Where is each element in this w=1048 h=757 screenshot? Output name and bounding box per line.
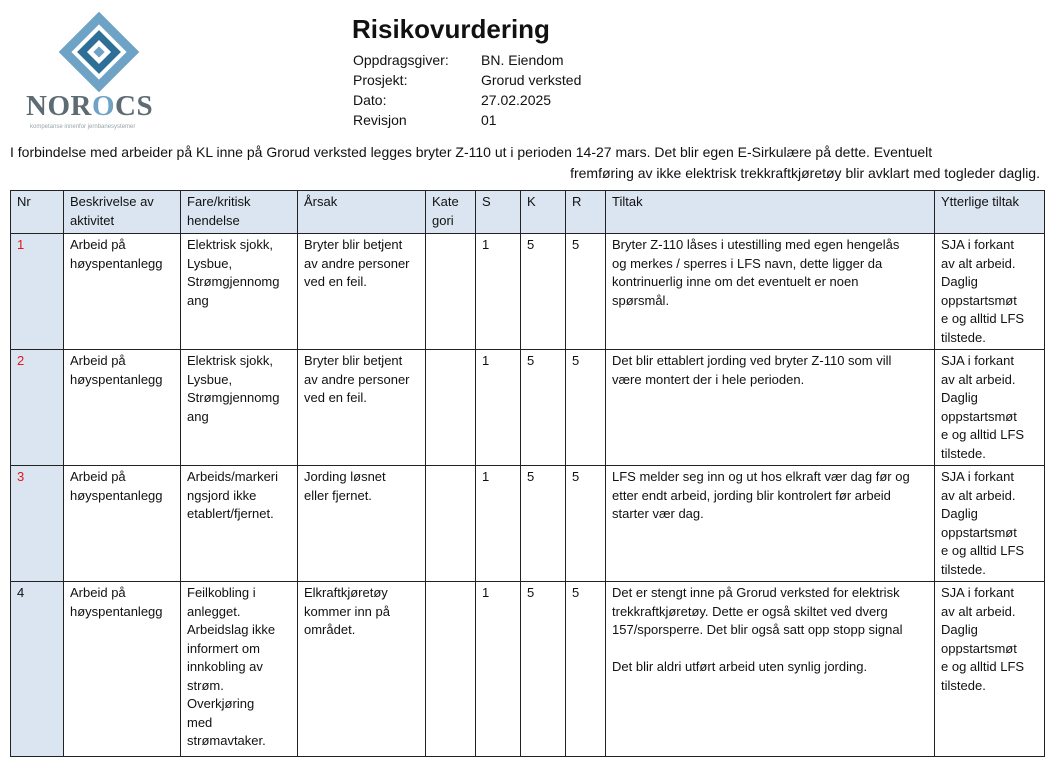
cell-nr: 2 [11,350,64,466]
cell-ytterlige: SJA i forkant av alt arbeid. Daglig oppstartsmøt e og alltid LFS tilstede. [935,466,1045,582]
header-beskrivelse: Beskrivelse av aktivitet [64,191,181,234]
header-r: R [566,191,606,234]
header-ytterlige: Ytterlige tiltak [935,191,1045,234]
cell-k: 5 [521,582,566,757]
cell-s: 1 [476,466,521,582]
diamond-logo-icon [54,12,144,92]
header-arsak: Årsak [298,191,426,234]
cell-kategori [426,466,476,582]
cell-k: 5 [521,466,566,582]
cell-beskrivelse: Arbeid på høyspentanlegg [64,350,181,466]
header-s: S [476,191,521,234]
intro-paragraph [10,142,1040,184]
document-title: Risikovurdering [352,14,550,44]
meta-value: BN. Eiendom [481,52,564,68]
header-fare: Fare/kritisk hendelse [181,191,298,234]
cell-fare: Feilkobling i anlegget. Arbeidslag ikke informert om innkobling av strøm. Overkjøring med strømavtaker. [181,582,298,757]
cell-beskrivelse: Arbeid på høyspentanlegg [64,234,181,350]
cell-ytterlige: SJA i forkant av alt arbeid. Daglig oppstartsmøt e og alltid LFS tilstede. [935,582,1045,757]
meta-label: Prosjekt: [353,72,408,88]
table-row [11,466,1045,582]
header-tiltak: Tiltak [606,191,935,234]
meta-row-oppdragsgiver [353,50,581,70]
logo-tagline: kompetanse innenfor jernbanesystemer [30,124,136,130]
cell-ytterlige: SJA i forkant av alt arbeid. Daglig oppstartsmøt e og alltid LFS tilstede. [935,350,1045,466]
cell-kategori [426,234,476,350]
cell-tiltak: LFS melder seg inn og ut hos elkraft vær dag før og etter endt arbeid, jording blir kontrolert før arbeid starter vær dag. [606,466,935,582]
meta-row-prosjekt [353,70,581,90]
meta-row-revisjon [353,110,581,130]
risk-table [10,190,1045,757]
header-kategori: Kate gori [426,191,476,234]
intro-line-2: fremføring av ikke elektrisk trekkraftkjøretøy blir avklart med togleder daglig. [570,165,1040,181]
cell-r: 5 [566,466,606,582]
table-row [11,582,1045,757]
meta-value: 01 [481,112,497,128]
meta-label: Oppdragsgiver: [353,52,449,68]
cell-fare: Arbeids/markeri ngsjord ikke etablert/fjernet. [181,466,298,582]
cell-fare: Elektrisk sjokk, Lysbue, Strømgjennomg ang [181,234,298,350]
cell-beskrivelse: Arbeid på høyspentanlegg [64,582,181,757]
meta-value: Grorud verksted [481,72,582,88]
cell-arsak: Jording løsnet eller fjernet. [298,466,426,582]
cell-s: 1 [476,234,521,350]
header-k: K [521,191,566,234]
cell-arsak: Bryter blir betjent av andre personer ved en feil. [298,350,426,466]
intro-line-1: I forbindelse med arbeider på KL inne på Grorud verksted legges bryter Z-110 ut i perioden 14-27 mars. Det blir egen E-Sirkulære på dette. Eventuelt [10,144,933,160]
cell-fare: Elektrisk sjokk, Lysbue, Strømgjennomg ang [181,350,298,466]
logo-wordmark: NOROCS [26,90,154,122]
meta-row-dato [353,90,581,110]
cell-r: 5 [566,582,606,757]
cell-kategori [426,350,476,466]
cell-arsak: Bryter blir betjent av andre personer ved en feil. [298,234,426,350]
cell-r: 5 [566,234,606,350]
table-row [11,350,1045,466]
cell-k: 5 [521,234,566,350]
cell-tiltak: Det blir ettablert jording ved bryter Z-110 som vill være montert der i hele perioden. [606,350,935,466]
cell-s: 1 [476,582,521,757]
table-header-row [11,191,1045,234]
cell-ytterlige: SJA i forkant av alt arbeid. Daglig oppstartsmøt e og alltid LFS tilstede. [935,234,1045,350]
cell-kategori [426,582,476,757]
meta-value: 27.02.2025 [481,92,552,108]
cell-tiltak: Bryter Z-110 låses i utestilling med egen hengelås og merkes / sperres i LFS navn, dette ligger da kontrinuerlig inne om det eventuelt er noen spørsmål. [606,234,935,350]
meta-label: Dato: [353,92,387,108]
cell-tiltak: Det er stengt inne på Grorud verksted for elektrisk trekkraftkjøretøy. Dette er også skiltet ved dverg 157/sporsperre. Det blir også satt opp stopp signal Det blir aldri utført arbeid uten synlig jording. [606,582,935,757]
cell-nr: 1 [11,234,64,350]
cell-k: 5 [521,350,566,466]
document-meta [353,50,581,130]
cell-r: 5 [566,350,606,466]
cell-nr: 4 [11,582,64,757]
cell-arsak: Elkraftkjøretøy kommer inn på området. [298,582,426,757]
meta-label: Revisjon [353,112,407,128]
cell-beskrivelse: Arbeid på høyspentanlegg [64,466,181,582]
cell-s: 1 [476,350,521,466]
table-row [11,234,1045,350]
header-nr: Nr [11,191,64,234]
cell-nr: 3 [11,466,64,582]
norocs-logo [22,8,172,133]
